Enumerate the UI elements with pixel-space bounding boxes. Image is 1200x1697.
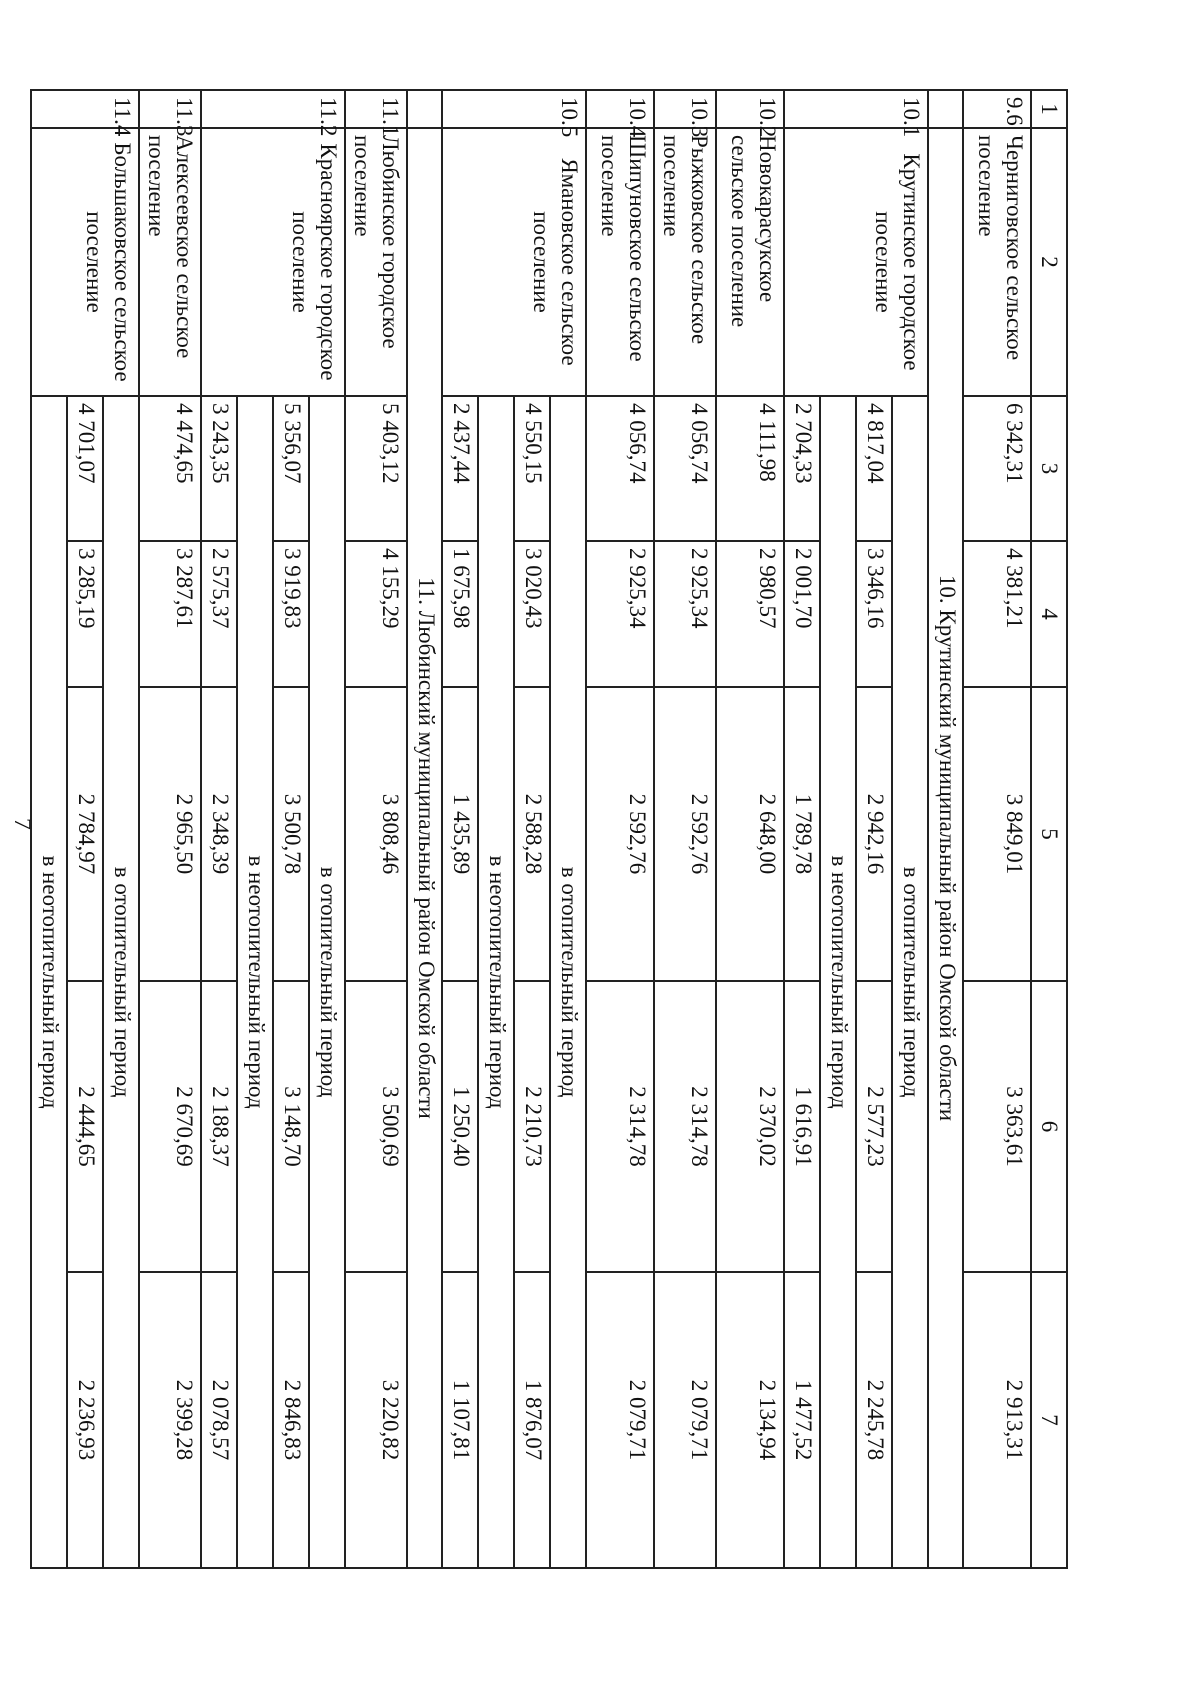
header-cell: 7 [1031, 1272, 1067, 1568]
value-cell: 2 577,23 [856, 981, 892, 1272]
value-cell: 1 876,07 [514, 1272, 550, 1568]
value-cell: 2 437,44 [442, 396, 478, 541]
value-cell: 2 925,34 [586, 541, 654, 687]
value-cell: 2 314,78 [654, 981, 716, 1272]
period-label: в отопительный период [892, 396, 928, 1568]
header-cell: 5 [1031, 687, 1067, 981]
settlement-name: Черниговское сельское поселение [963, 128, 1031, 396]
table-row [345, 90, 407, 1568]
section-title: 10. Крутинский муниципальный район Омской области [928, 128, 963, 1568]
value-cell: 3 808,46 [345, 687, 407, 981]
value-cell: 2 670,69 [139, 981, 201, 1272]
value-cell: 4 817,04 [856, 396, 892, 541]
period-row [309, 90, 345, 1568]
value-cell: 2 588,28 [514, 687, 550, 981]
value-cell: 1 675,98 [442, 541, 478, 687]
value-cell: 5 403,12 [345, 396, 407, 541]
period-row [103, 90, 139, 1568]
value-cell: 2 245,78 [856, 1272, 892, 1568]
value-cell: 4 056,74 [654, 396, 716, 541]
settlement-name: Крутинское городское поселение [784, 128, 928, 396]
settlement-name: Алексеевское сельское поселение [139, 128, 201, 396]
value-cell: 4 056,74 [586, 396, 654, 541]
value-cell: 2 965,50 [139, 687, 201, 981]
value-cell: 1 616,91 [784, 981, 820, 1272]
value-cell: 3 243,35 [201, 396, 237, 541]
header-cell: 1 [1031, 90, 1067, 128]
value-cell: 2 001,70 [784, 541, 820, 687]
value-cell: 2 314,78 [586, 981, 654, 1272]
value-cell: 2 592,76 [654, 687, 716, 981]
value-cell: 2 942,16 [856, 687, 892, 981]
value-cell: 1 789,78 [784, 687, 820, 981]
header-cell: 4 [1031, 541, 1067, 687]
value-cell: 5 356,07 [273, 396, 309, 541]
row-number: 10.5 [442, 90, 586, 128]
value-cell: 4 111,98 [716, 396, 784, 541]
tariff-table [30, 89, 1068, 1569]
value-cell: 2 079,71 [586, 1272, 654, 1568]
value-cell: 3 363,61 [963, 981, 1031, 1272]
row-number: 11.4 [31, 90, 139, 128]
header-cell: 6 [1031, 981, 1067, 1272]
value-cell: 2 370,02 [716, 981, 784, 1272]
row-number: 11.1 [345, 90, 407, 128]
section-title: 11. Любинский муниципальный район Омской области [407, 128, 442, 1568]
period-label: в неотопительный период [820, 396, 856, 1568]
section-row [407, 90, 442, 1568]
row-number: 11.3 [139, 90, 201, 128]
settlement-name: Любинское городское поселение [345, 128, 407, 396]
value-cell: 3 919,83 [273, 541, 309, 687]
header-row [1031, 90, 1067, 1568]
value-cell: 1 107,81 [442, 1272, 478, 1568]
value-cell: 2 913,31 [963, 1272, 1031, 1568]
value-cell: 2 188,37 [201, 981, 237, 1272]
header-cell: 2 [1031, 128, 1067, 396]
row-number: 9.6 [963, 90, 1031, 128]
row-number: 10.1 [784, 90, 928, 128]
table-row [716, 90, 784, 1568]
settlement-name: Новокарасукское сельское поселение [716, 128, 784, 396]
table-row [139, 90, 201, 1568]
value-cell: 4 474,65 [139, 396, 201, 541]
value-cell: 1 477,52 [784, 1272, 820, 1568]
value-cell: 2 444,65 [67, 981, 103, 1272]
value-cell: 2 648,00 [716, 687, 784, 981]
table-row [654, 90, 716, 1568]
period-label: в неотопительный период [31, 396, 67, 1568]
settlement-name: Большаковское сельское поселение [31, 128, 139, 396]
period-label: в отопительный период [309, 396, 345, 1568]
value-cell: 2 236,93 [67, 1272, 103, 1568]
row-number: 10.3 [654, 90, 716, 128]
value-cell: 2 078,57 [201, 1272, 237, 1568]
value-cell: 3 500,69 [345, 981, 407, 1272]
table-row [586, 90, 654, 1568]
rotated-table-wrapper [37, 89, 1068, 1567]
value-cell: 3 148,70 [273, 981, 309, 1272]
value-cell: 6 342,31 [963, 396, 1031, 541]
value-cell: 2 348,39 [201, 687, 237, 981]
value-cell: 2 210,73 [514, 981, 550, 1272]
page-number: 7 [9, 818, 35, 830]
value-cell: 2 925,34 [654, 541, 716, 687]
settlement-name: Ямановское сельское поселение [442, 128, 586, 396]
value-cell: 4 155,29 [345, 541, 407, 687]
settlement-name: Красноярское городское поселение [201, 128, 345, 396]
value-cell: 3 020,43 [514, 541, 550, 687]
section-row [928, 90, 963, 1568]
value-cell: 4 381,21 [963, 541, 1031, 687]
value-cell: 2 399,28 [139, 1272, 201, 1568]
value-cell: 2 134,94 [716, 1272, 784, 1568]
value-cell: 2 784,97 [67, 687, 103, 981]
period-row [550, 90, 586, 1568]
value-cell: 4 701,07 [67, 396, 103, 541]
period-label: в неотопительный период [237, 396, 273, 1568]
value-cell: 4 550,15 [514, 396, 550, 541]
value-cell: 2 846,83 [273, 1272, 309, 1568]
period-row [892, 90, 928, 1568]
value-cell: 3 849,01 [963, 687, 1031, 981]
value-cell: 1 250,40 [442, 981, 478, 1272]
period-label: в отопительный период [103, 396, 139, 1568]
empty-cell [928, 90, 963, 128]
value-cell: 3 285,19 [67, 541, 103, 687]
row-number: 10.4 [586, 90, 654, 128]
value-cell: 2 980,57 [716, 541, 784, 687]
value-cell: 3 220,82 [345, 1272, 407, 1568]
value-cell: 2 592,76 [586, 687, 654, 981]
period-label: в отопительный период [550, 396, 586, 1568]
settlement-name: Рыжковское сельское поселение [654, 128, 716, 396]
empty-cell [407, 90, 442, 128]
row-number: 11.2 [201, 90, 345, 128]
value-cell: 3 500,78 [273, 687, 309, 981]
value-cell: 3 346,16 [856, 541, 892, 687]
header-cell: 3 [1031, 396, 1067, 541]
settlement-name: Шипуновское сельское поселение [586, 128, 654, 396]
value-cell: 2 079,71 [654, 1272, 716, 1568]
period-label: в неотопительный период [478, 396, 514, 1568]
value-cell: 3 287,61 [139, 541, 201, 687]
value-cell: 2 704,33 [784, 396, 820, 541]
table-row [963, 90, 1031, 1568]
value-cell: 1 435,89 [442, 687, 478, 981]
value-cell: 2 575,37 [201, 541, 237, 687]
row-number: 10.2 [716, 90, 784, 128]
